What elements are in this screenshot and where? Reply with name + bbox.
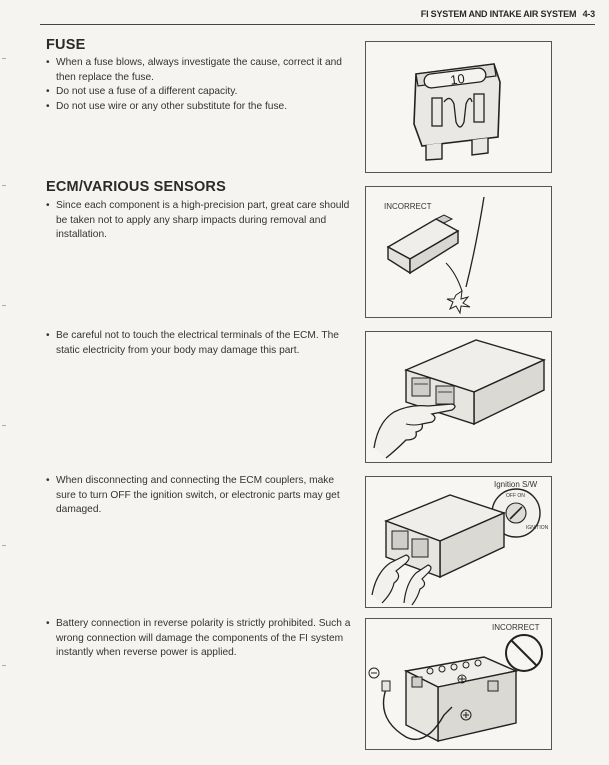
fuse-rating-label: 10 <box>449 70 466 88</box>
edge-mark <box>2 425 6 426</box>
edge-mark <box>2 305 6 306</box>
ecm-bullet-list-3 <box>46 474 351 518</box>
edge-mark <box>2 665 6 666</box>
header-rule <box>40 24 595 25</box>
edge-mark <box>2 58 6 59</box>
figure-incorrect-label: INCORRECT <box>492 623 540 632</box>
ecm-ignition-figure <box>365 476 552 608</box>
ecm-bullet-list-4 <box>46 617 351 661</box>
fuse-illustration <box>366 42 551 172</box>
ecm-bullet: • When disconnecting and connecting the ECM couplers, make sure to turn OFF the ignition switch, or electronic parts may get damaged. <box>46 474 351 518</box>
ecm-drop-illustration <box>366 187 551 317</box>
ecm-drop-figure <box>365 186 552 318</box>
ecm-bullet: • Battery connection in reverse polarity is strictly prohibited. Such a wrong connection will damage the components of the FI system instantly when reverse power is applied. <box>46 617 351 661</box>
fuse-bullet-list <box>46 56 351 114</box>
ecm-section-title: ECM/VARIOUS SENSORS <box>46 179 226 195</box>
running-header <box>395 9 595 19</box>
edge-mark <box>2 545 6 546</box>
svg-text:OFF ON: OFF ON <box>506 493 525 499</box>
ecm-bullet-list-2 <box>46 329 351 358</box>
fuse-bullet: • Do not use wire or any other substitute for the fuse. <box>46 100 351 115</box>
fuse-bullet: • When a fuse blows, always investigate the cause, correct it and then replace the fuse. <box>46 56 351 85</box>
ecm-bullet: • Be careful not to touch the electrical terminals of the ECM. The static electricity from your body may damage this part. <box>46 329 351 358</box>
figure-ignition-label: Ignition S/W <box>494 480 538 489</box>
ecm-terminal-illustration <box>366 332 551 462</box>
svg-text:IGNITION: IGNITION <box>526 525 549 531</box>
figure-incorrect-label: INCORRECT <box>384 202 432 211</box>
header-page-number: 4-3 <box>582 9 595 19</box>
battery-polarity-figure <box>365 618 552 750</box>
fuse-section-title: FUSE <box>46 37 86 53</box>
header-title: FI SYSTEM AND INTAKE AIR SYSTEM <box>420 9 577 19</box>
battery-polarity-illustration <box>366 619 551 749</box>
ecm-ignition-illustration <box>366 477 551 607</box>
edge-mark <box>2 185 6 186</box>
ecm-bullet: • Since each component is a high-precision part, great care should be taken not to apply any sharp impacts during removal and installation. <box>46 199 351 243</box>
fuse-figure <box>365 41 552 173</box>
ecm-terminal-figure <box>365 331 552 463</box>
fuse-bullet: • Do not use a fuse of a different capacity. <box>46 85 351 100</box>
ecm-bullet-list-1 <box>46 199 351 243</box>
